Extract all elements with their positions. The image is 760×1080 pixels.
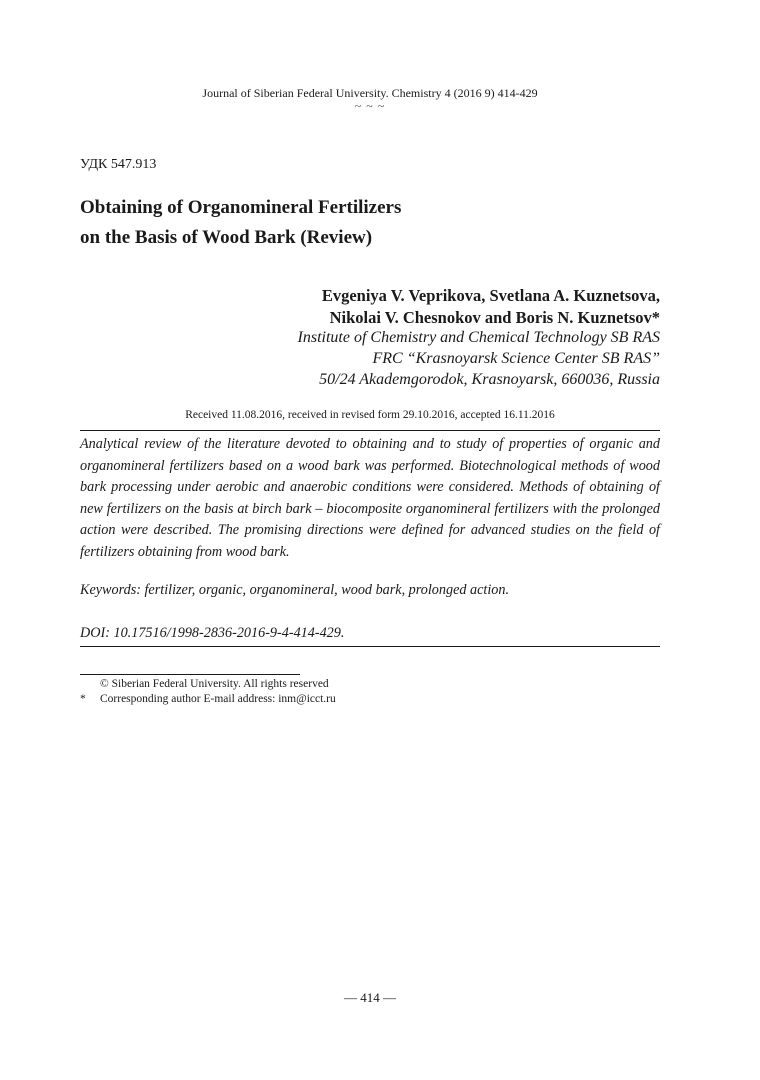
footnote-copyright [80,677,329,692]
header-ornament: ~ ~ ~ [354,99,386,113]
authors [322,285,660,329]
doi: DOI: 10.17516/1998-2836-2016-9-4-414-429. [80,625,345,641]
affiliation [298,327,660,390]
footnote-asterisk: * [80,693,86,705]
affiliation-line-1: Institute of Chemistry and Chemical Technology SB RAS [297,329,660,346]
title-line-2: on the Basis of Wood Bark (Review) [80,227,373,248]
abstract-top-rule [80,430,660,431]
corresponding-email: Corresponding author E-mail address: inm@icct.ru [100,693,336,705]
abstract: Analytical review of the literature devoted to obtaining and to study of properties of organic and organomineral fertilizers based on a wood bark was performed. Biotechnological methods of wood bark processing under aerobic and anaerobic conditions were considered. Methods of obtaining of new fertilizers on the basis at birch bark – biocomposite organomineral fertilizers with the prolonged action were described. The promising directions were defined for advanced studies on the field of fertilizers obtaining from wood bark. [80,436,660,560]
footnote-corresponding [80,692,336,707]
udk-code: УДК 547.913 [80,157,157,172]
journal-header: Journal of Siberian Federal University. Chemistry 4 (2016 9) 414-429 [202,86,538,100]
keywords: Keywords: fertilizer, organic, organomineral, wood bark, prolonged action. [80,582,510,598]
affiliation-line-2: FRC “Krasnoyarsk Science Center SB RAS” [372,350,660,367]
footnote-rule [80,674,300,675]
received-dates: Received 11.08.2016, received in revised form 29.10.2016, accepted 16.11.2016 [185,409,555,421]
title-line-1: Obtaining of Organomineral Fertilizers [80,197,402,218]
article-title [80,193,401,253]
page-number: — 414 — [344,990,396,1005]
copyright-text: © Siberian Federal University. All rights reserved [100,678,329,690]
abstract-bottom-rule [80,646,660,647]
authors-line-1: Evgeniya V. Veprikova, Svetlana A. Kuznetsova, [321,286,660,305]
affiliation-line-3: 50/24 Akademgorodok, Krasnoyarsk, 660036, Russia [319,371,660,388]
authors-line-2: Nikolai V. Chesnokov and Boris N. Kuznetsov* [329,308,660,327]
